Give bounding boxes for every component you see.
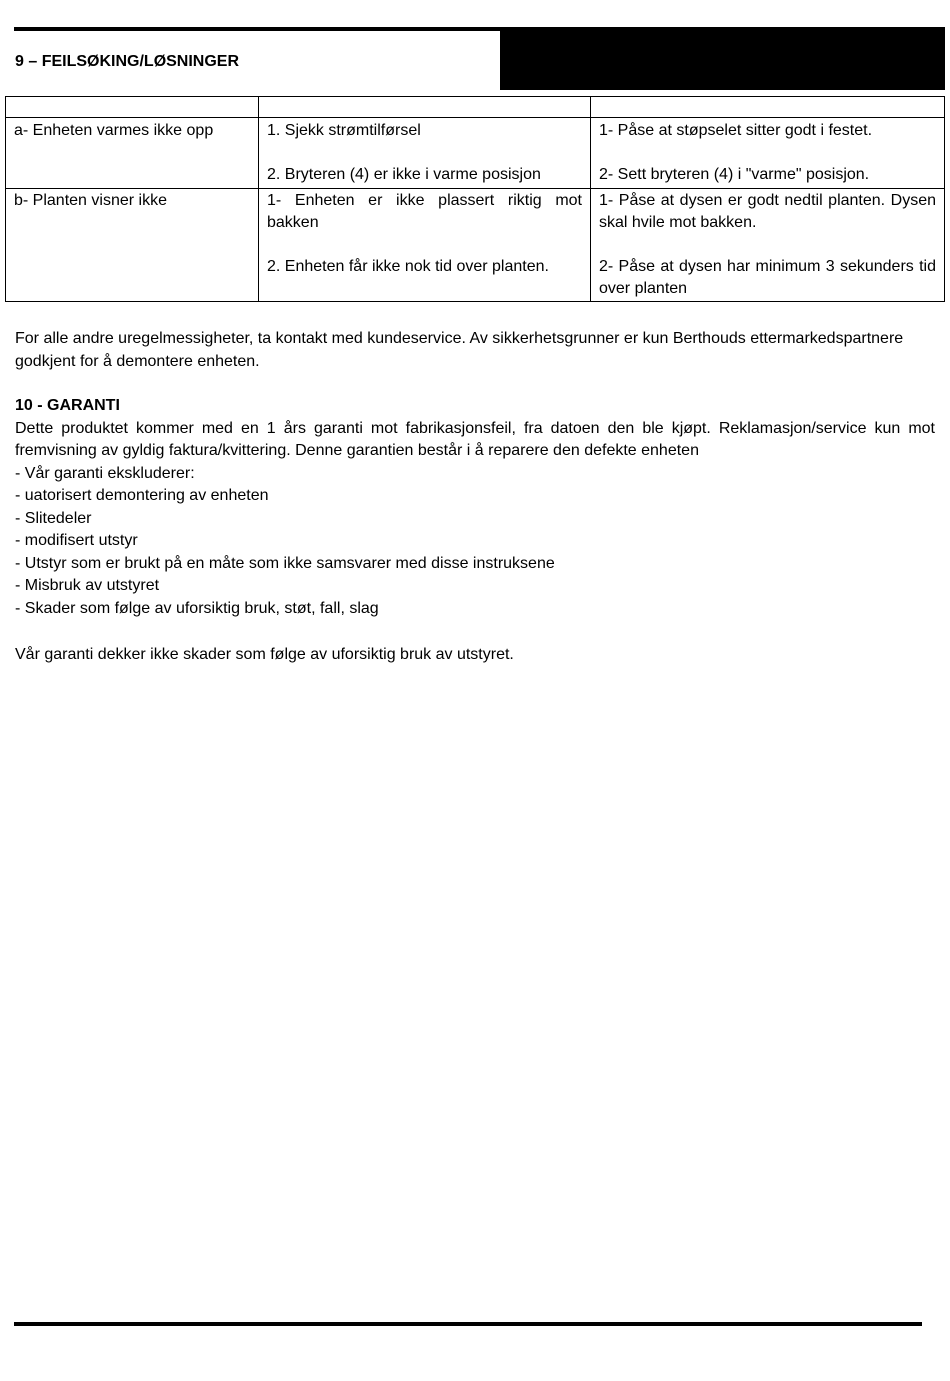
solution-text: 2- Sett bryteren (4) i "varme" posisjon. (599, 166, 870, 183)
cause-text: 1- Enheten er ikke plassert riktig mot bakken (267, 192, 582, 231)
solution-cell (591, 118, 945, 189)
list-item: - Skader som følge av uforsiktig bruk, støt, fall, slag (15, 599, 379, 617)
warranty-intro: Dette produktet kommer med en 1 års garanti mot fabrikasjonsfeil, fra datoen den ble kjøpt. Reklamasjon/service kun mot fremvisning av gyldig faktura/kvittering. Denne garantien består i å reparere den defekte enheten (15, 419, 935, 459)
warranty-closing: Vår garanti dekker ikke skader som følge av uforsiktig bruk av utstyret. (15, 646, 514, 663)
problem-text: a- Enheten varmes ikke opp (14, 122, 214, 139)
solution-text: 1- Påse at dysen er godt nedtil planten. Dysen skal hvile mot bakken. (599, 192, 936, 231)
solution-text: 2- Påse at dysen har minimum 3 sekunders tid over planten (599, 258, 936, 297)
bottom-rule (14, 1322, 922, 1326)
table-header-cell (6, 97, 259, 118)
cause-text: 2. Bryteren (4) er ikke i varme posisjon (267, 166, 541, 183)
cause-cell (259, 118, 591, 189)
warranty-title: 10 - GARANTI (15, 397, 120, 414)
problem-cell (6, 189, 259, 302)
header-black-block (500, 27, 945, 90)
solution-text: 1- Påse at støpselet sitter godt i festet. (599, 122, 873, 139)
problem-cell (6, 118, 259, 189)
table-header-cell (591, 97, 945, 118)
problem-text: b- Planten visner ikke (14, 192, 167, 209)
solution-cell (591, 189, 945, 302)
list-item: - modifisert utstyr (15, 532, 138, 549)
list-item: - Utstyr som er brukt på en måte som ikke samsvarer med disse instruksene (15, 554, 555, 572)
list-item: - Misbruk av utstyret (15, 577, 160, 594)
contact-paragraph: For alle andre uregelmessigheter, ta kontakt med kundeservice. Av sikkerhetsgrunner er kun Berthouds ettermarkedspartnere godkjent for å demontere enheten. (15, 330, 904, 370)
cause-text: 1. Sjekk strømtilførsel (267, 122, 421, 139)
table-header-cell (259, 97, 591, 118)
section-title-troubleshooting: 9 – FEILSØKING/LØSNINGER (15, 53, 240, 70)
cause-text: 2. Enheten får ikke nok tid over planten. (267, 258, 549, 275)
troubleshooting-table (5, 96, 945, 302)
table-row (6, 189, 945, 302)
exclusions-heading: - Vår garanti ekskluderer: (15, 464, 195, 482)
cause-cell (259, 189, 591, 302)
table-header-row (6, 97, 945, 118)
list-item: - uatorisert demontering av enheten (15, 487, 269, 504)
warranty-section (15, 395, 935, 620)
list-item: - Slitedeler (15, 509, 92, 527)
table-row (6, 118, 945, 189)
